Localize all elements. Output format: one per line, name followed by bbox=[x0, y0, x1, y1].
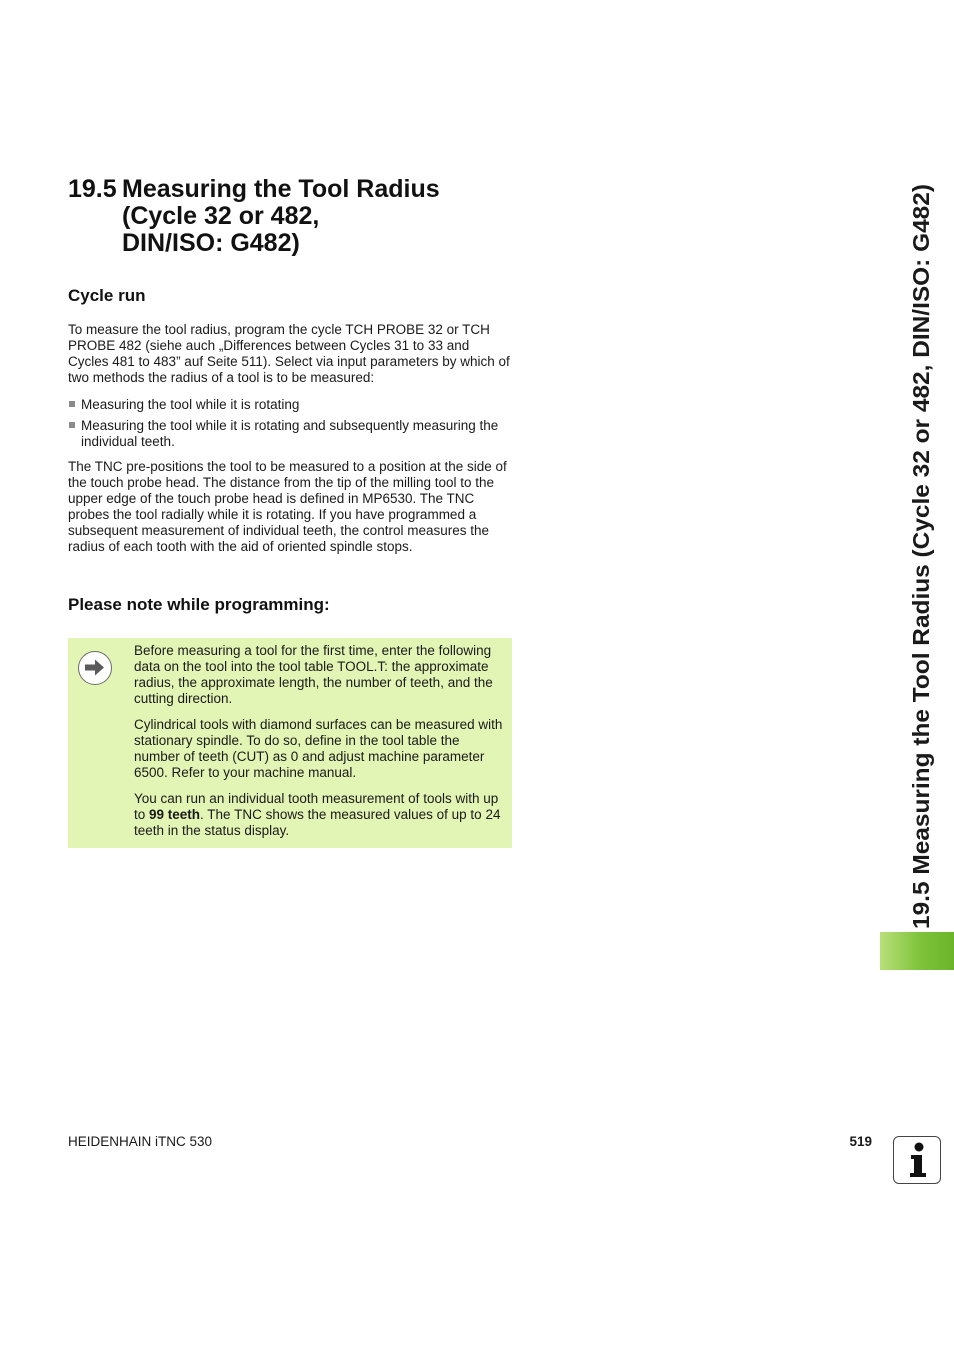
section-number: 19.5 bbox=[68, 175, 117, 203]
list-item bbox=[68, 418, 512, 450]
bullet-square-icon bbox=[69, 422, 75, 428]
side-tab-label bbox=[886, 179, 946, 929]
side-tab-accent bbox=[880, 932, 954, 970]
arrow-right-icon bbox=[78, 651, 112, 685]
cycle-run-intro: To measure the tool radius, program the cycle TCH PROBE 32 or TCH PROBE 482 (siehe auch „Differences between Cycles 31 to 33 and Cycles 481 to 483” auf Seite 511). Select via input parameters by which of two methods the radius of a tool is to be measured: bbox=[68, 322, 510, 385]
title-line-2: (Cycle 32 or 482, bbox=[122, 202, 320, 230]
title-line-1: Measuring the Tool Radius bbox=[122, 175, 440, 203]
cycle-run-description: The TNC pre-positions the tool to be measured to a position at the side of the touch probe head. The distance from the tip of the milling tool to the upper edge of the touch probe head is defined in MP6530. The TNC probes the tool radially while it is rotating. If you have programmed a subsequent measurement of individual teeth, the control measures the radius of each tooth with the aid of oriented spindle stops. bbox=[68, 459, 507, 554]
note-text bbox=[134, 643, 504, 849]
note-box bbox=[68, 638, 512, 848]
note-paragraph-3: You can run an individual tooth measurement of tools with up to 99 teeth. The TNC shows the measured values of up to 24 teeth in the status display. bbox=[134, 791, 501, 838]
page-number: 519 bbox=[849, 1134, 872, 1149]
page-title bbox=[68, 176, 528, 257]
bullet-square-icon bbox=[69, 401, 75, 407]
footer-product: HEIDENHAIN iTNC 530 bbox=[68, 1134, 213, 1149]
side-tab-label-text: 19.5 Measuring the Tool Radius (Cycle 32 or 482, DIN/ISO: G482) bbox=[908, 227, 934, 929]
cycle-run-heading: Cycle run bbox=[68, 286, 146, 305]
list-item-text: Measuring the tool while it is rotating bbox=[81, 397, 300, 412]
title-line-3: DIN/ISO: G482) bbox=[122, 229, 300, 257]
list-item-text: Measuring the tool while it is rotating and subsequently measuring the individual teeth. bbox=[81, 418, 499, 449]
teeth-limit: 99 teeth bbox=[149, 807, 201, 822]
note-paragraph-1: Before measuring a tool for the first time, enter the following data on the tool into the tool table TOOL.T: the approximate radius, the approximate length, the number of teeth, and the cutting direction. bbox=[134, 643, 493, 706]
list-item bbox=[68, 397, 512, 413]
note-paragraph-2: Cylindrical tools with diamond surfaces can be measured with stationary spindle. To do so, define in the tool table the number of teeth (CUT) as 0 and adjust machine parameter 6500. Refer to your machine manual. bbox=[134, 717, 503, 780]
method-list bbox=[68, 397, 512, 455]
programming-notes-heading: Please note while programming: bbox=[68, 595, 330, 614]
info-icon bbox=[893, 1136, 941, 1184]
